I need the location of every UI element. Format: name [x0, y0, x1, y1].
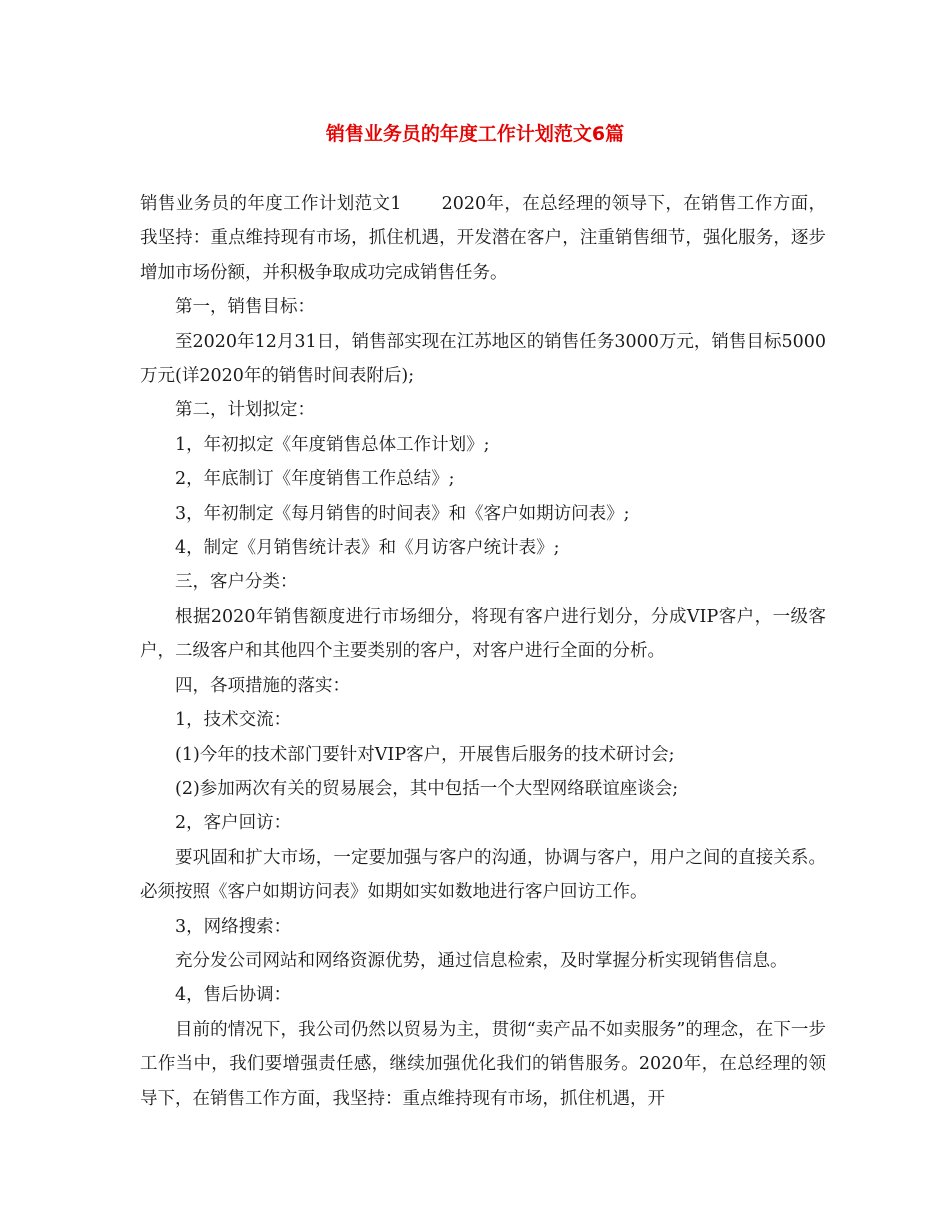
paragraph: 四，各项措施的落实：	[175, 675, 350, 696]
paragraph: 根据2020年销售额度进行市场细分，将现有客户进行划分，分成VIP客户，一级客户，二级客户和其他四个主要类别的客户，对客户进行全面的分析。	[140, 606, 826, 662]
intro-lead: 销售业务员的年度工作计划范文1	[140, 194, 402, 214]
paragraph: 至2020年12月31日，销售部实现在江苏地区的销售任务3000万元，销售目标5000万元(详2020年的销售时间表附后);	[140, 331, 826, 387]
paragraph: 第一，销售目标：	[175, 297, 315, 318]
paragraph: 2，客户回访：	[175, 813, 292, 834]
document-body	[140, 187, 826, 1116]
paragraph: 充分发公司网站和网络资源优势，通过信息检索，及时掌握分析实现销售信息。	[175, 950, 788, 971]
paragraph: (1)今年的技术部门要针对VIP客户，开展售后服务的技术研讨会;	[175, 744, 675, 765]
paragraph: 3，网络搜索：	[175, 916, 292, 937]
paragraph: 3，年初制定《每月销售的时间表》和《客户如期访问表》;	[175, 503, 630, 524]
paragraph: 第二，计划拟定：	[175, 400, 315, 421]
paragraph: 4，制定《月销售统计表》和《月访客户统计表》;	[175, 538, 560, 559]
document-title: 销售业务员的年度工作计划范文6篇	[325, 123, 625, 145]
intro-paragraph	[140, 187, 826, 290]
paragraph: 4，售后协调：	[175, 985, 292, 1006]
paragraph: 2，年底制订《年度销售工作总结》;	[175, 469, 455, 490]
paragraph: 三，客户分类：	[175, 572, 298, 593]
paragraph: 要巩固和扩大市场，一定要加强与客户的沟通，协调与客户，用户之间的直接关系。必须按照《客户如期访问表》如期如实如数地进行客户回访工作。	[140, 847, 826, 903]
paragraph: 1，年初拟定《年度销售总体工作计划》;	[175, 434, 490, 455]
intro-text: 2020年，在总经理的领导下，在销售工作方面，我坚持：重点维持现有市场，抓住机遇，开发潜在客户，注重销售细节，强化服务，逐步增加市场份额，并积极争取成功完成销售任务。	[140, 194, 826, 283]
paragraph: 目前的情况下，我公司仍然以贸易为主，贯彻“卖产品不如卖服务”的理念，在下一步工作当中，我们要增强责任感，继续加强优化我们的销售服务。2020年，在总经理的领导下，在销售工作方面，我坚持：重点维持现有市场，抓住机遇，开	[140, 1019, 826, 1109]
paragraph: 1，技术交流：	[175, 710, 292, 731]
paragraph: (2)参加两次有关的贸易展会，其中包括一个大型网络联谊座谈会;	[175, 778, 679, 799]
